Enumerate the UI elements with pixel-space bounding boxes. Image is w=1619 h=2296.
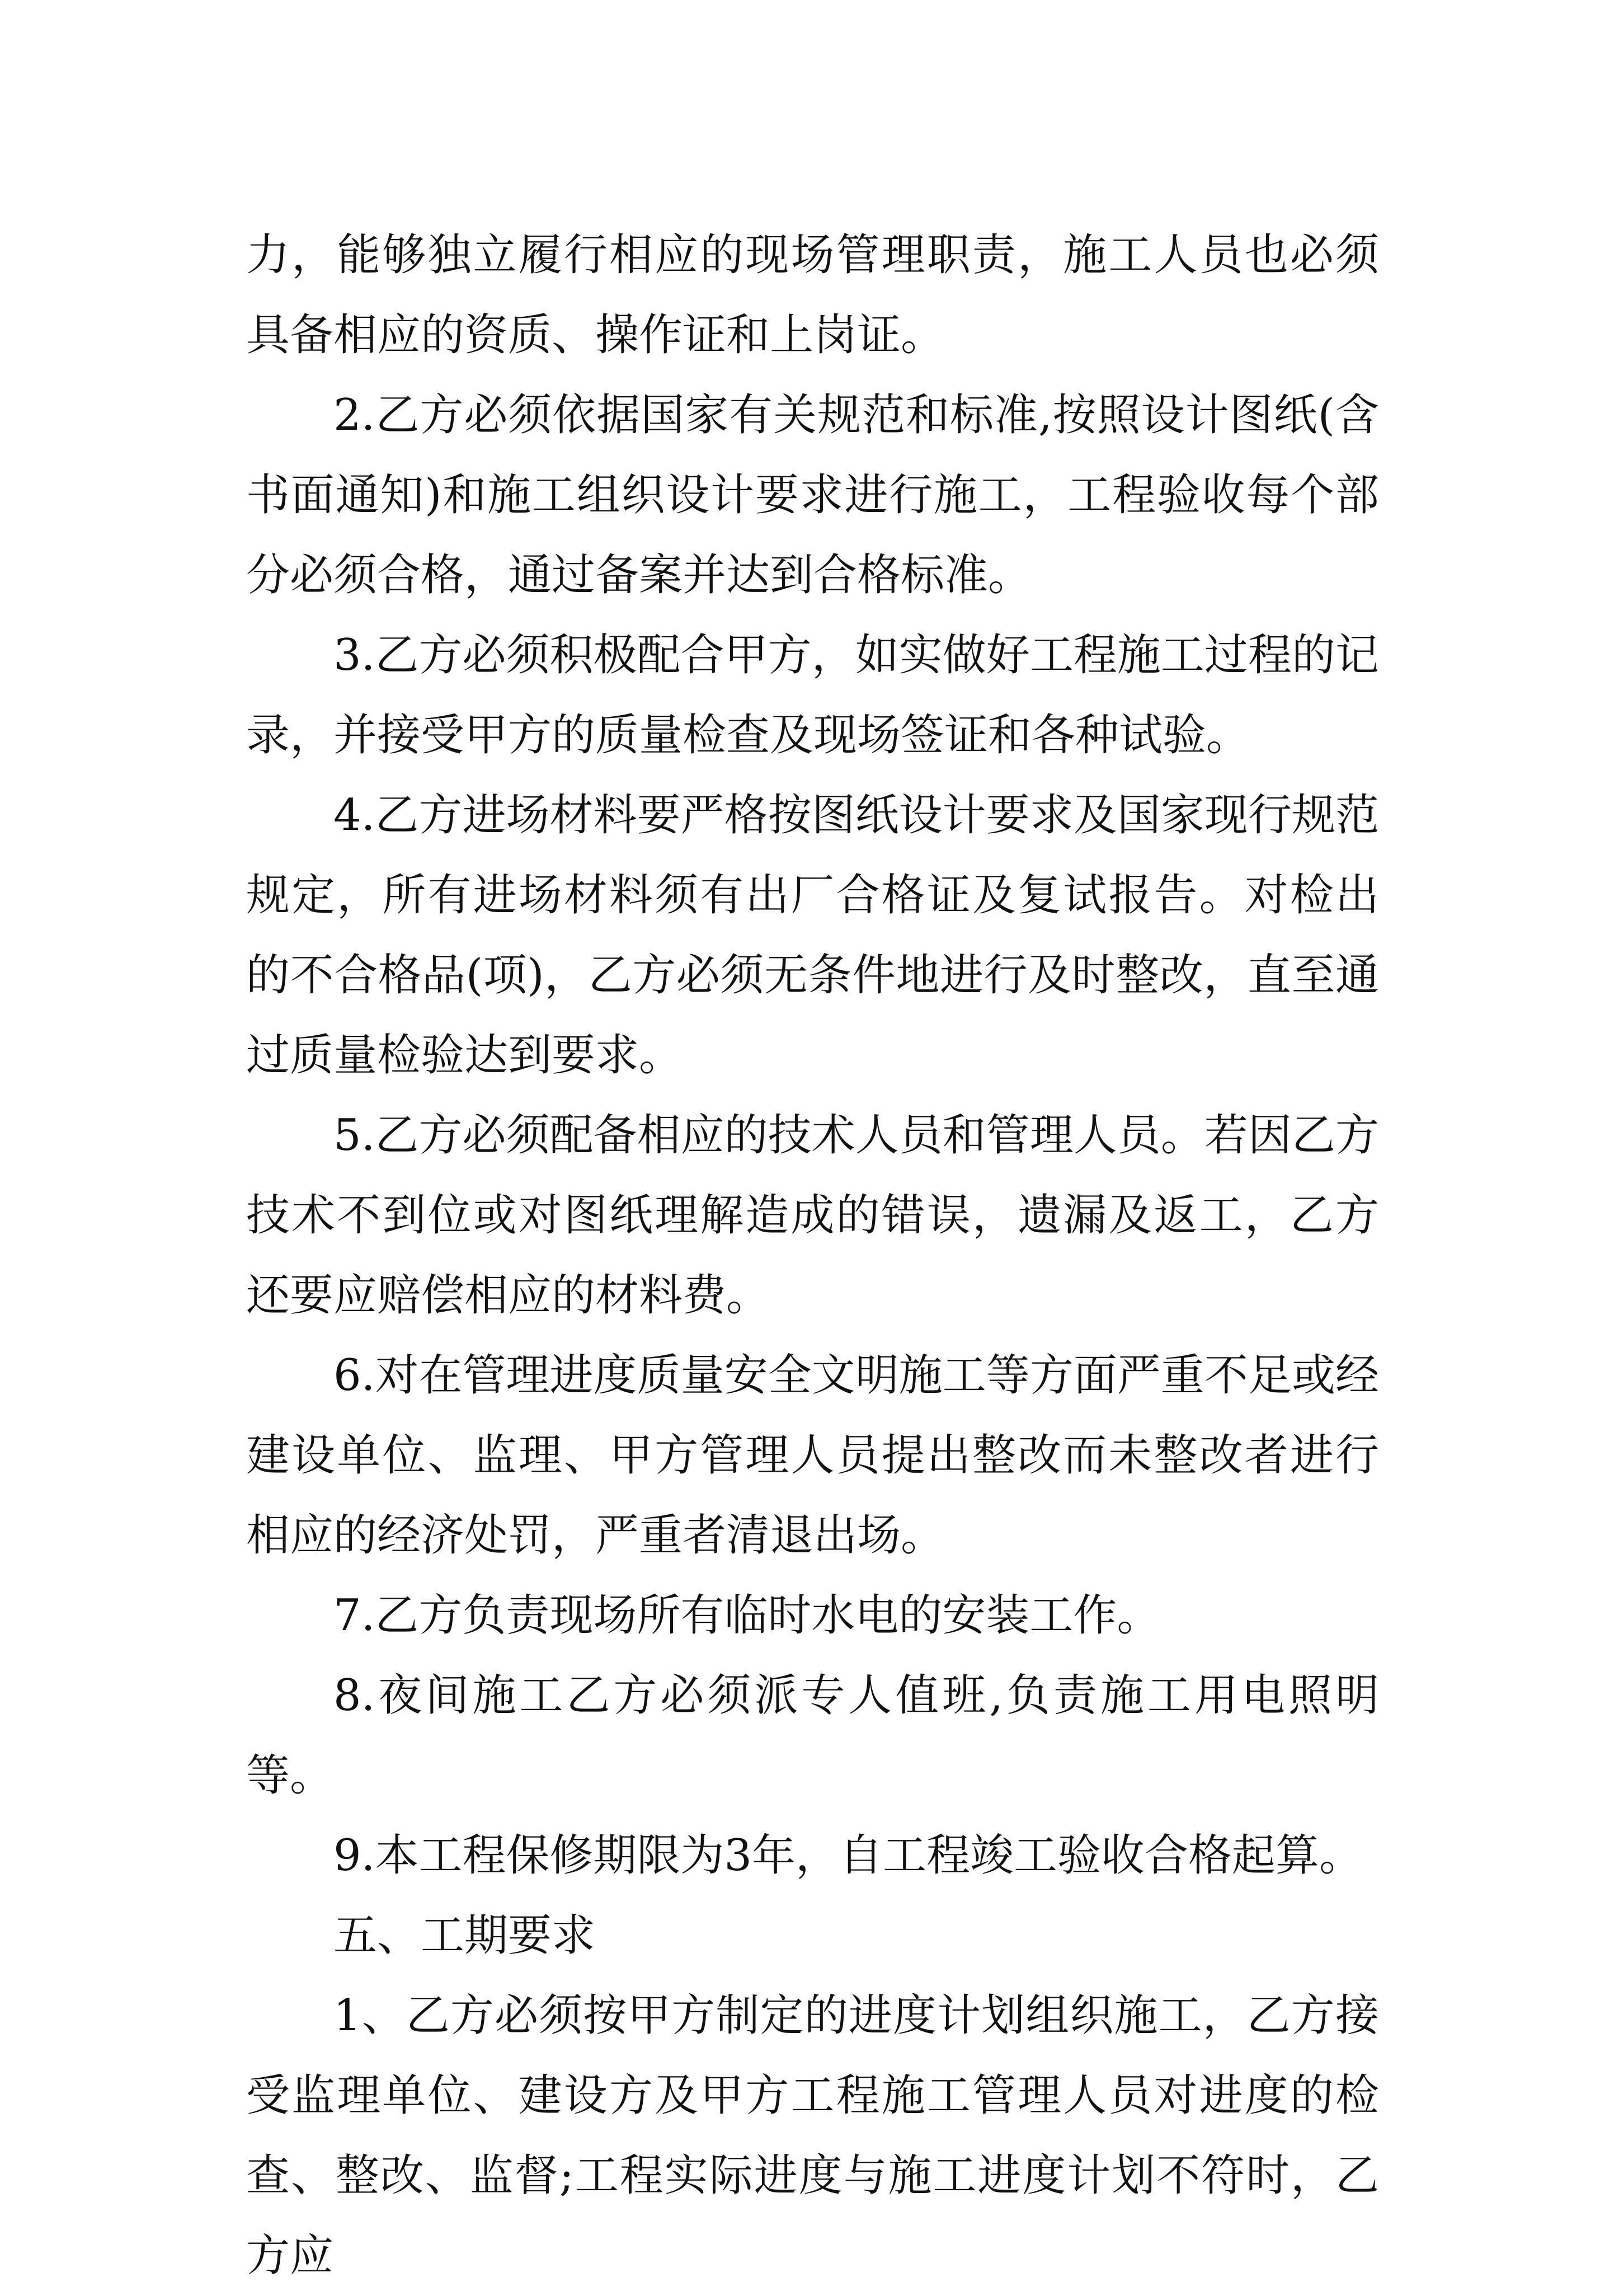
section-heading-schedule: 五、工期要求 <box>333 1910 596 1961</box>
paragraph-item-6: 6.对在管理进度质量安全文明施工等方面严重不足或经建设单位、监理、甲方管理人员提出整改而未整改者进行相应的经济处罚，严重者清退出场。 <box>246 1350 1379 1561</box>
paragraph-item-4: 4.乙方进场材料要严格按图纸设计要求及国家现行规范规定，所有进场材料须有出厂合格证及复试报告。对检出的不合格品(项)，乙方必须无条件地进行及时整改，直至通过质量检验达到要求。 <box>246 790 1379 1081</box>
paragraph-item-2: 2.乙方必须依据国家有关规范和标准,按照设计图纸(含书面通知)和施工组织设计要求进行施工，工程验收每个部分必须合格，通过备案并达到合格标准。 <box>246 390 1379 600</box>
paragraph-item-9: 9.本工程保修期限为3年，自工程竣工验收合格起算。 <box>333 1830 1363 1881</box>
document-body <box>246 215 1379 2296</box>
paragraph-item-8: 8.夜间施工乙方必须派专人值班,负责施工用电照明等。 <box>246 1670 1379 1801</box>
paragraph-schedule-item-1: 1、乙方必须按甲方制定的进度计划组织施工，乙方接受监理单位、建设方及甲方工程施工管理人员对进度的检查、整改、监督;工程实际进度与施工进度计划不符时，乙方应 <box>246 1990 1379 2281</box>
paragraph-continuation: 力，能够独立履行相应的现场管理职责，施工人员也必须具备相应的资质、操作证和上岗证。 <box>246 230 1379 360</box>
paragraph-item-5: 5.乙方必须配备相应的技术人员和管理人员。若因乙方技术不到位或对图纸理解造成的错误，遗漏及返工，乙方还要应赔偿相应的材料费。 <box>246 1110 1379 1321</box>
paragraph-item-3: 3.乙方必须积极配合甲方，如实做好工程施工过程的记录，并接受甲方的质量检查及现场签证和各种试验。 <box>246 630 1379 760</box>
paragraph-item-7: 7.乙方负责现场所有临时水电的安装工作。 <box>333 1590 1161 1641</box>
